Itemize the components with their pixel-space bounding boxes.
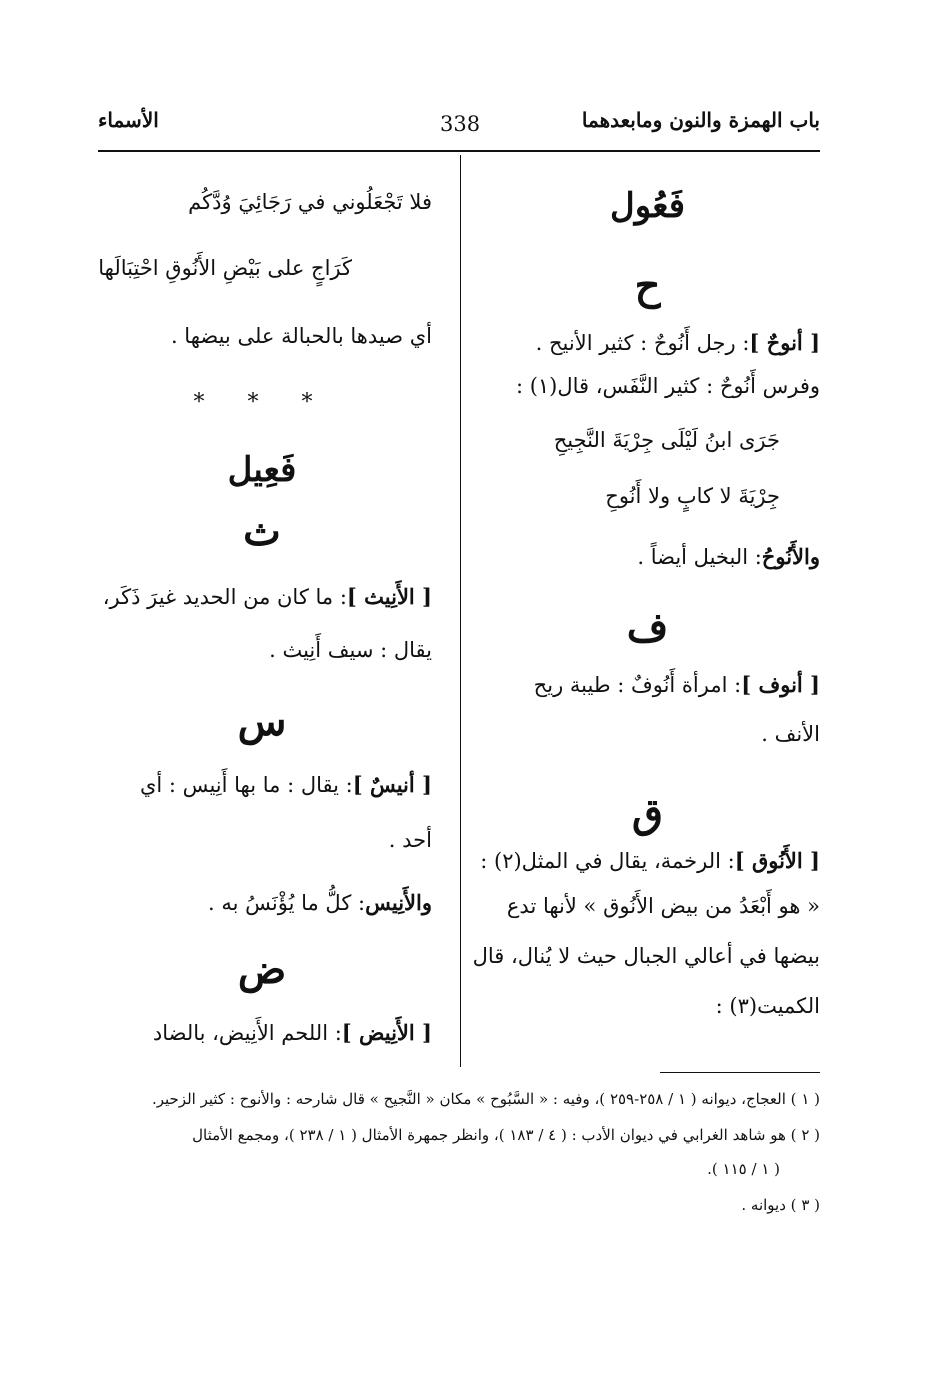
letter-heading: ح [634,262,661,309]
letter-heading: ث [243,508,281,555]
entry-line [534,672,820,697]
entry-keyword: [ أنوحٌ ] [749,330,820,355]
entry-keyword: [ الأَنُوق ] [734,848,820,873]
entry-keyword: [ أنيسٌ ] [352,772,432,797]
entry-line: أحد . [388,828,432,852]
verse-line: جِرْيَةَ لا كابٍ ولا أَنُوحِ [605,484,780,508]
entry-text: : رجل أَنُوحٌ : كثير الأنيح . [535,331,750,355]
footnote: ( ٢ ) هو شاهد الغرابي في ديوان الأدب : ( ٤ / ١٨٣ )، وانظر جمهرة الأمثال ( ١ / ٢٣٨ )، ومجمع الأمثال [192,1126,820,1144]
entry-text: : كلُّ ما يُؤْنَسُ به . [207,891,366,915]
entry-line: أي صيدها بالحبالة على بيضها . [170,324,432,348]
section-title: الأسماء [98,108,159,132]
entry-keyword: والأَنُوحُ [761,544,820,569]
entry-line: الكميت(٣) : [715,994,820,1018]
entry-keyword: [ الأَنِيض ] [341,1020,432,1045]
entry-line [153,1020,432,1045]
entry-text: : امرأة أَنُوفٌ : طيبة ريح [533,673,742,697]
entry-text: : اللحم الأَنِيض، بالضاد [152,1021,342,1045]
letter-heading: س [237,698,287,745]
entry-text: : يقال : ما بها أَنِيس : أي [139,773,353,797]
letter-heading: ض [237,946,287,993]
entry-text: : ما كان من الحديد غيرَ ذَكَر، [102,585,347,609]
header-rule [98,150,820,152]
entry-text: : البخيل أيضاً . [637,545,762,569]
entry-line [103,584,432,609]
entry-text: : الرخمة، يقال في المثل(٢) : [480,849,735,873]
entry-line: بيضها في أعالي الجبال حيث لا يُنال، قال [472,944,820,968]
entry-line: وفرس أَنُوحٌ : كثير النَّفَس، قال(١) : [515,374,820,398]
verse-line: جَرَى ابنُ لَيْلَى جِرْيَةَ النَّجِيحِ [553,428,780,452]
pattern-heading: فَعِيل [227,450,297,490]
entry-line [208,890,432,915]
section-separator: * * * [193,390,331,415]
entry-keyword: [ أنوف ] [741,672,820,697]
entry-keyword: والأَنِيس [365,890,432,915]
footnote: ( ١ ) العجاج، ديوانه ( ١ / ٢٥٨-٢٥٩ )، وفيه : « السَّبُوح » مكان « النَّجيح » قال شارحه : والأنوح : كثير الزحير. [151,1090,820,1108]
letter-heading: ف [626,604,669,651]
page-number: 338 [440,112,481,136]
chapter-title: باب الهمزة والنون ومابعدهما [581,108,820,132]
entry-line [480,848,820,873]
footnote-continuation: ( ١ / ١١٥ ). [707,1160,780,1178]
footnote-rule [660,1072,820,1073]
entry-line [536,330,820,355]
verse-line: كَرَاجٍ على بَيْضِ الأَنُوقِ احْتِبَالَها [98,256,352,280]
verse-line: فلا تَجْعَلُوني في رَجَائِيَ وُدَّكُم [188,190,432,214]
entry-line [637,544,820,569]
pattern-heading: فَعُول [610,186,685,226]
letter-heading: ق [631,790,664,837]
entry-line: « هو أَبْعَدُ من بيض الأَنُوق » لأنها تدع [506,894,820,918]
entry-line: الأنف . [761,722,820,746]
entry-line: يقال : سيف أَنِيث . [269,638,432,662]
entry-line [140,772,432,797]
footnote: ( ٣ ) ديوانه . [741,1196,820,1214]
entry-keyword: [ الأَنِيث ] [346,584,432,609]
column-divider [460,155,461,1067]
